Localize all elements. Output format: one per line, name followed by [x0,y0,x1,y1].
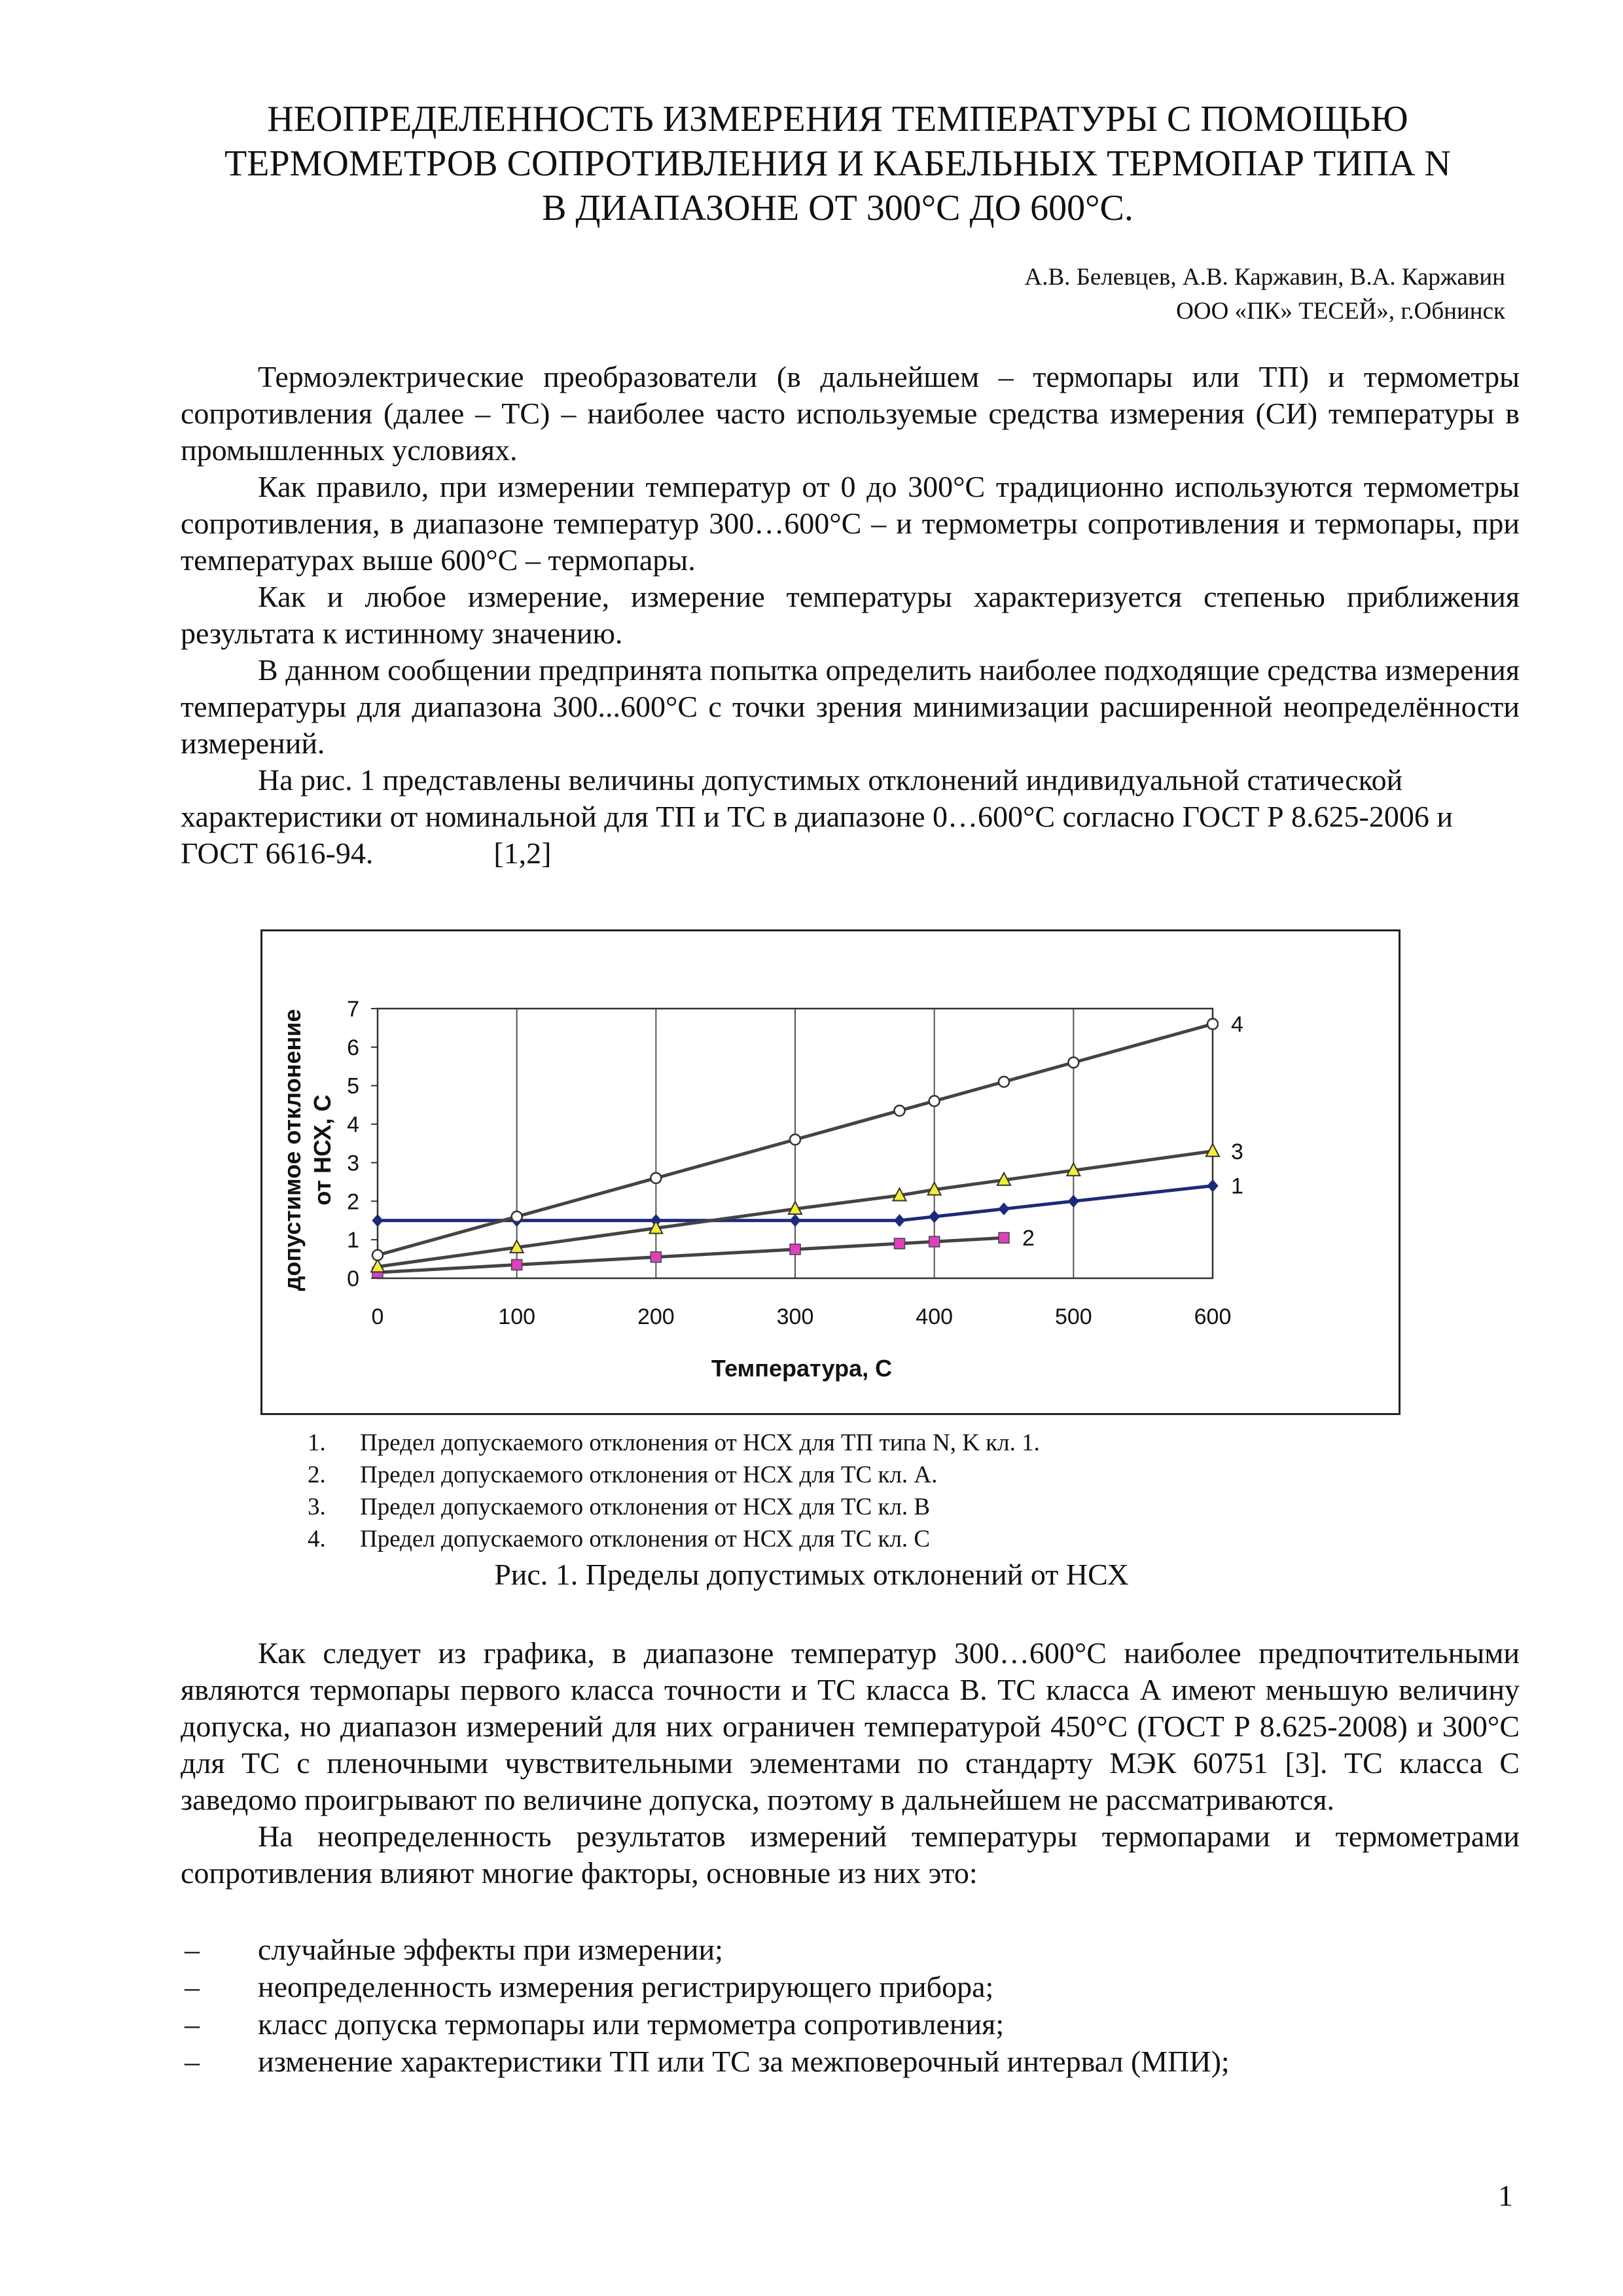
paragraph: На неопределенность результатов измерений температуры термопарами и термометрами сопротивления влияют многие факторы, основные из них это: [181,1820,1520,1890]
figure-caption: Рис. 1. Пределы допустимых отклонений от НСХ [494,1558,1129,1591]
x-tick-label: 100 [498,1304,536,1329]
data-point [512,1259,522,1270]
deviation-chart [262,931,1399,1413]
data-point [1207,1180,1218,1192]
series-label-1: 1 [1231,1174,1243,1199]
author-organization: ООО «ПК» ТЕСЕЙ», г.Обнинск [1176,298,1505,325]
x-tick-label: 400 [916,1304,954,1329]
legend-item [308,1427,1040,1459]
y-axis-title-line-2: от НСХ, С [309,1094,336,1206]
y-axis-title-line-1: допустимое отклонение [279,1009,306,1291]
legend-text: Предел допускаемого отклонения от НСХ для ТС кл. С [360,1526,931,1552]
author-names: А.В. Белевцев, А.В. Каржавин, В.А. Каржавин [1024,264,1505,291]
figure-legend [308,1427,1040,1555]
page-number: 1 [1498,2179,1513,2212]
data-point [895,1238,905,1249]
y-tick-label: 0 [347,1266,359,1291]
paragraph: В данном сообщении предпринята попытка определить наиболее подходящие средства измерения температуры для диапазона 300...600°С с точки зрения минимизации расширенной неопределённости измерений. [181,653,1520,760]
legend-item [308,1459,1040,1491]
legend-item [308,1491,1040,1523]
data-point [372,1250,383,1261]
y-tick-label: 2 [347,1189,359,1215]
data-point [790,1215,800,1227]
legend-number: 2. [308,1462,326,1488]
list-item-text: неопределенность измерения регистрирующего прибора; [258,1970,994,2003]
y-tick-label: 7 [347,997,359,1022]
legend-text: Предел допускаемого отклонения от НСХ для ТС кл. В [360,1494,931,1520]
legend-text: Предел допускаемого отклонения от НСХ для ТС кл. А. [360,1462,938,1488]
paragraph: Как правило, при измерении температур от 0 до 300°С традиционно используются термометры сопротивления, в диапазоне температур 300…600°С – и термометры сопротивления и термопары, при температурах выше 600°С – термопары. [181,470,1520,577]
series-label-3: 3 [1231,1139,1243,1164]
x-tick-label: 500 [1054,1304,1092,1329]
data-point [1207,1019,1218,1030]
discussion-text [181,1635,1520,1892]
series-label-4: 4 [1231,1012,1243,1037]
y-tick-label: 3 [347,1151,359,1176]
data-point [651,1173,661,1183]
x-tick-label: 600 [1194,1304,1232,1329]
x-tick-label: 0 [371,1304,384,1329]
authors-block [1024,260,1505,329]
y-tick-label: 6 [347,1035,359,1060]
legend-number: 3. [308,1494,326,1520]
y-tick-label: 4 [347,1112,359,1138]
paragraph: Термоэлектрические преобразователи (в дальнейшем – термопары или ТП) и термометры сопротивления (далее – ТС) – наиболее часто используемые средства измерения (СИ) температуры в промышленных условиях. [181,360,1520,467]
title-line-3: В ДИАПАЗОНЕ ОТ 300°С ДО 600°С. [542,188,1133,228]
intro-text [181,359,1520,872]
y-tick-label: 1 [347,1228,359,1253]
paragraph: Как и любое измерение, измерение температуры характеризуется степенью приближения результата к истинному значению. [181,580,1520,650]
data-point [929,1096,940,1106]
x-axis-title: Температура, С [711,1355,893,1382]
data-point [895,1105,905,1116]
list-item-text: случайные эффекты при измерении; [258,1933,723,1966]
dash-bullet: – [185,2007,200,2041]
legend-number: 4. [308,1526,326,1552]
list-item-text: изменение характеристики ТП или ТС за межповерочный интервал (МПИ); [258,2045,1230,2078]
list-item [181,1968,1520,2005]
paragraph: На рис. 1 представлены величины допустимых отклонений индивидуальной статической характеристики от номинальной для ТП и ТС в диапазоне 0…600°С согласно ГОСТ Р 8.625-2006 и ГОСТ 6616-94. [1,2] [181,763,1461,870]
x-tick-label: 200 [637,1304,675,1329]
title-line-1: НЕОПРЕДЕЛЕННОСТЬ ИЗМЕРЕНИЯ ТЕМПЕРАТУРЫ С ПОМОЩЬЮ [267,99,1408,139]
dash-bullet: – [185,1970,200,2003]
legend-number: 1. [308,1429,326,1456]
data-point [790,1134,800,1145]
data-point [999,1232,1009,1243]
data-point [895,1215,905,1227]
list-item [181,2005,1520,2043]
y-tick-label: 5 [347,1073,359,1099]
data-point [372,1215,383,1227]
data-point [929,1211,940,1223]
paper-title [170,97,1505,230]
dash-bullet: – [185,1933,200,1966]
title-line-2: ТЕРМОМЕТРОВ СОПРОТИВЛЕНИЯ И КАБЕЛЬНЫХ ТЕРМОПАР ТИПА N [224,143,1451,184]
series-label-2: 2 [1022,1226,1035,1251]
paragraph: Как следует из графика, в диапазоне температур 300…600°С наиболее предпочтительными являются термопары первого класса точности и ТС класса В. ТС класса А имеют меньшую величину допуска, но диапазон измерений для них ограничен температурой 450°С (ГОСТ Р 8.625-2008) и 300°С для ТС с пленочными чувствительными элементами по стандарту МЭК 60751 [3]. ТС класса С заведомо проигрывают по величине допуска, поэтому в дальнейшем не рассматриваются. [181,1636,1520,1816]
list-item [181,2043,1520,2080]
data-point [1068,1057,1079,1067]
data-point [999,1203,1009,1215]
data-point [512,1211,522,1222]
figure-chart-frame [260,929,1400,1415]
legend-text: Предел допускаемого отклонения от НСХ для ТП типа N, K кл. 1. [360,1429,1040,1456]
legend-item [308,1523,1040,1555]
factor-list [181,1931,1520,2080]
data-point [790,1244,800,1255]
list-item [181,1931,1520,1968]
dash-bullet: – [185,2045,200,2078]
data-point [999,1077,1009,1087]
list-item-text: класс допуска термопары или термометра сопротивления; [258,2007,1005,2041]
data-point [651,1252,661,1263]
x-tick-label: 300 [776,1304,814,1329]
data-point [1068,1195,1079,1207]
data-point [929,1236,940,1247]
